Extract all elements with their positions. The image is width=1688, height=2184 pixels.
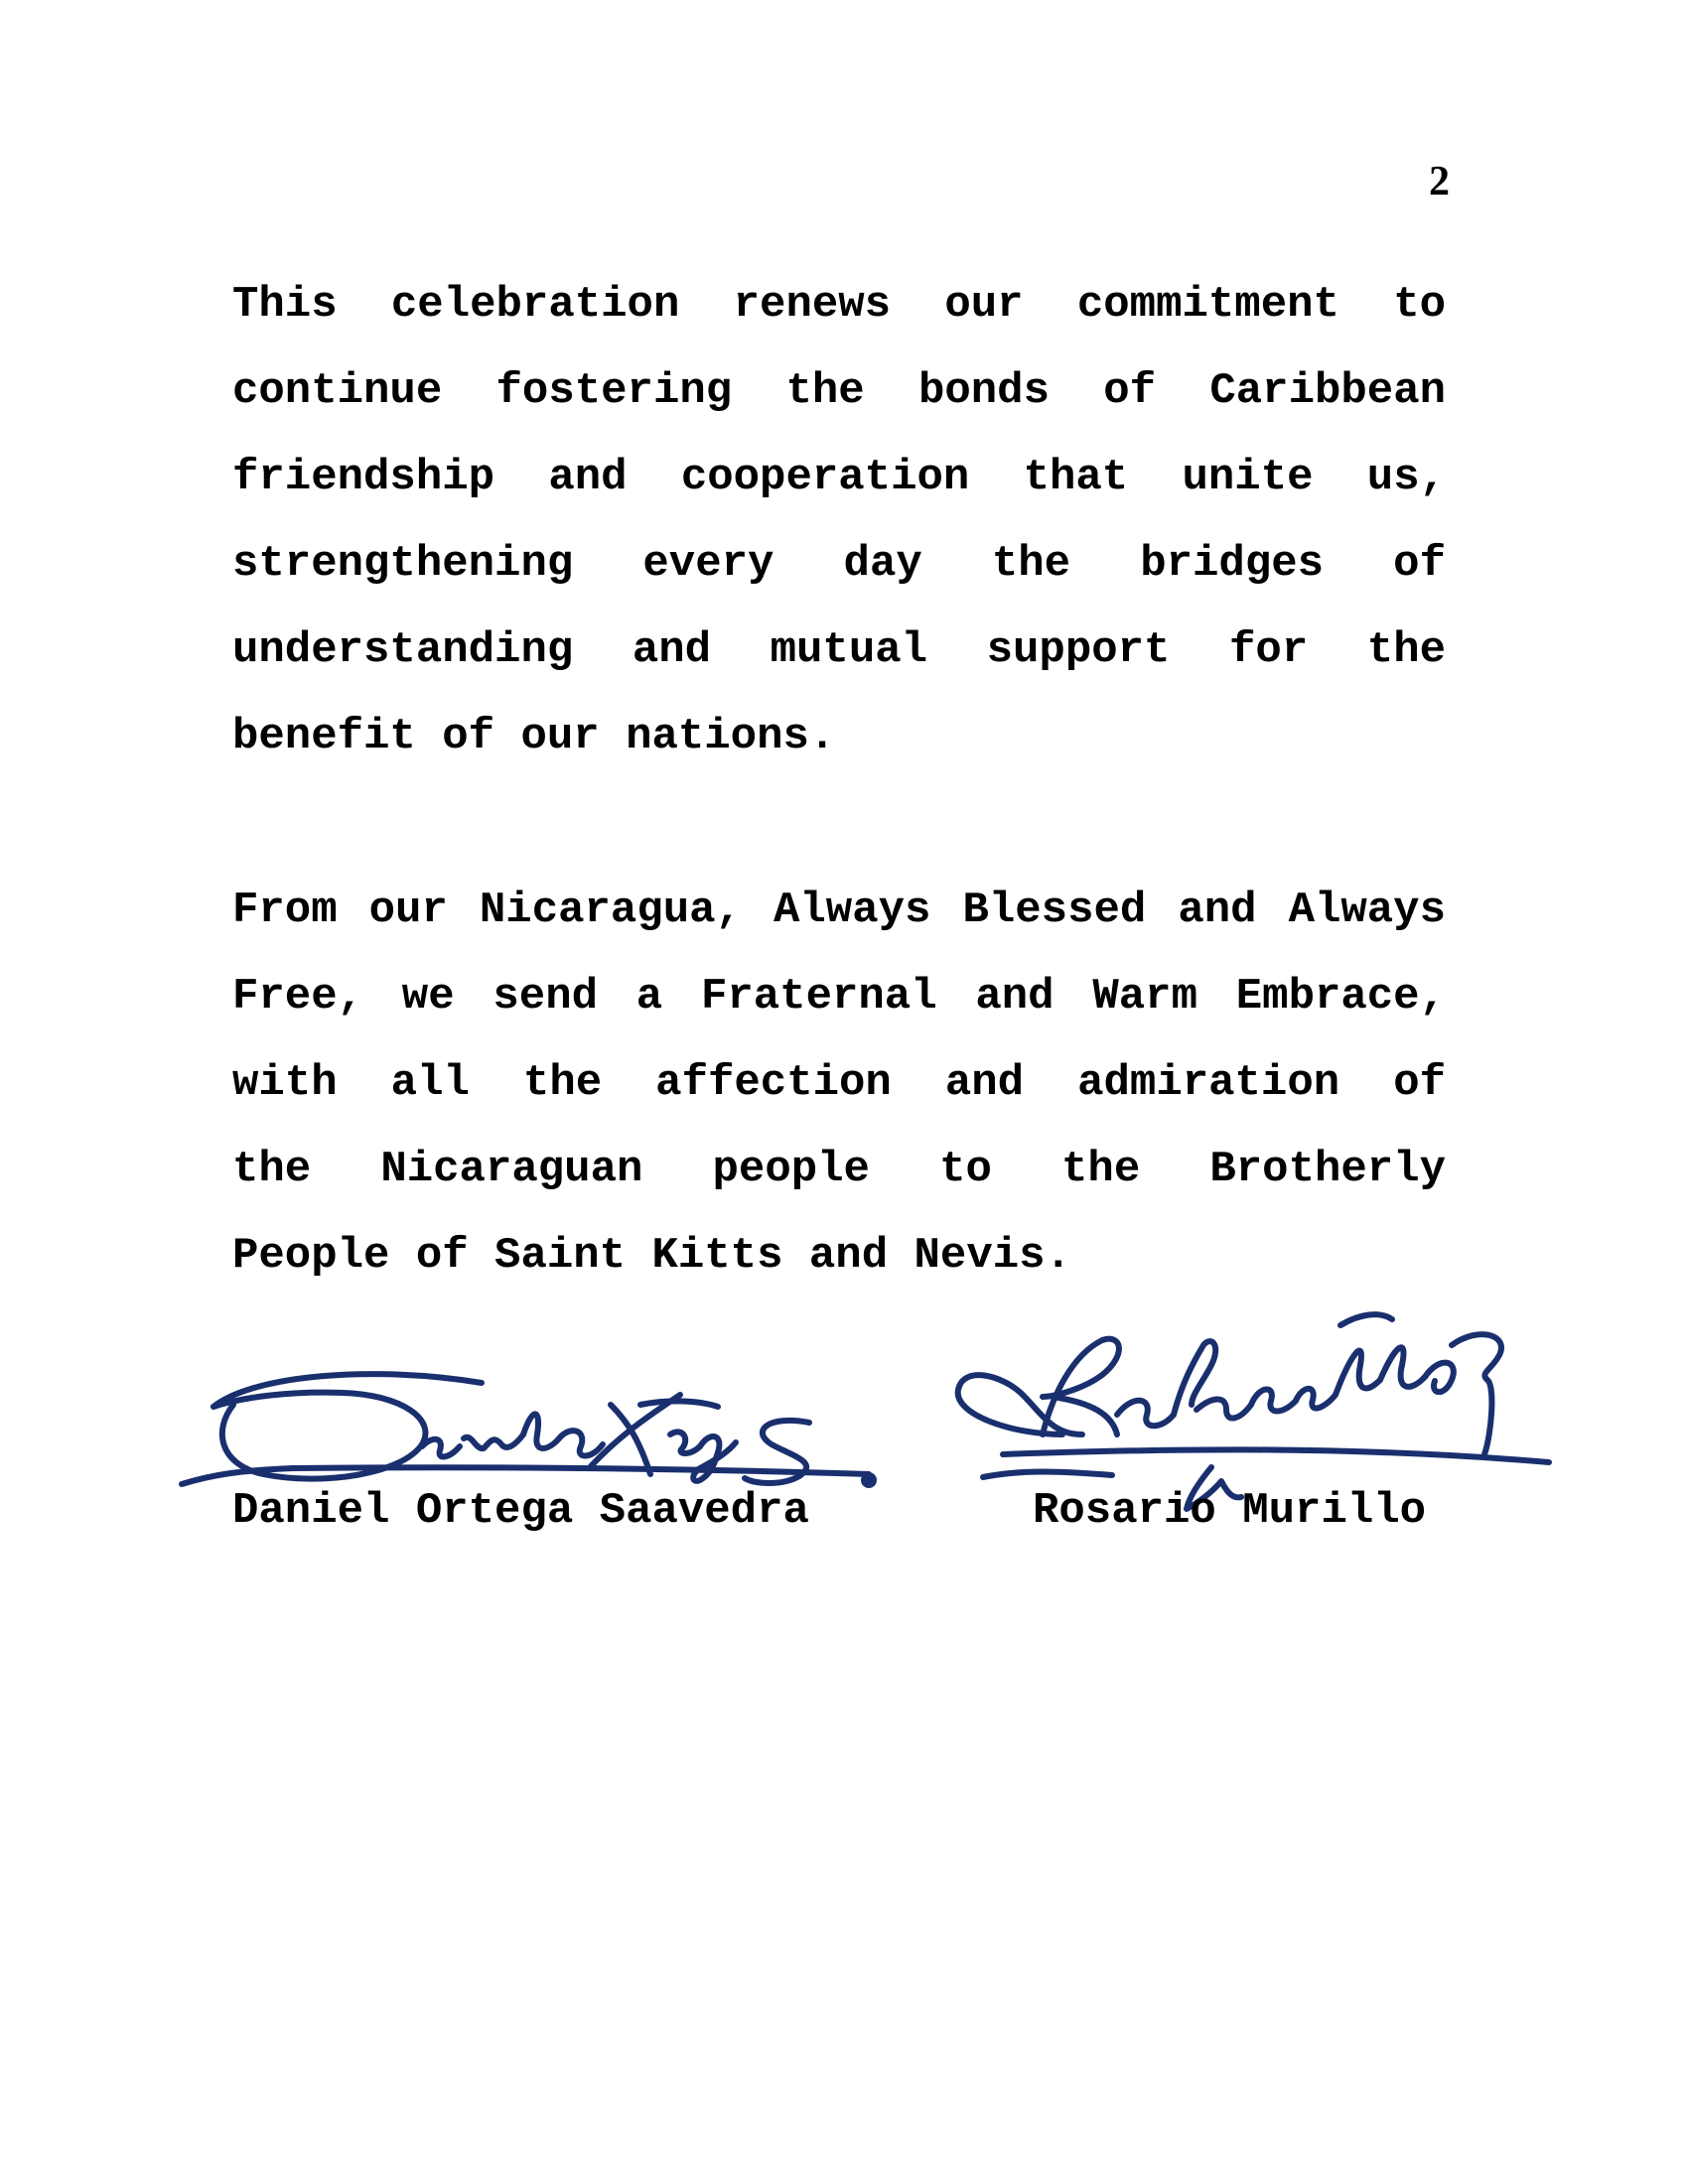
signature-daniel-ortega <box>174 1335 909 1504</box>
page-number: 2 <box>1429 159 1450 205</box>
signatory-name-rosario-murillo: Rosario Murillo <box>1033 1486 1427 1536</box>
signatory-name-daniel-ortega-saavedra: Daniel Ortega Saavedra <box>232 1486 809 1536</box>
paragraph-line: Free, we send a Fraternal and Warm Embrace, <box>232 972 1446 1022</box>
paragraph-embrace <box>232 868 1446 1299</box>
paragraph-line: strengthening every day the bridges of <box>232 539 1446 589</box>
paragraph-line: People of Saint Kitts and Nevis. <box>232 1231 1071 1281</box>
paragraph-line: continue fostering the bonds of Caribbean <box>232 366 1446 416</box>
paragraph-line: From our Nicaragua, Always Blessed and Always <box>232 886 1446 935</box>
paragraph-celebration <box>232 262 1446 780</box>
paragraph-line: the Nicaraguan people to the Brotherly <box>232 1145 1446 1194</box>
paragraph-line: This celebration renews our commitment to <box>232 280 1446 330</box>
paragraph-line: understanding and mutual support for the <box>232 625 1446 675</box>
paragraph-line: friendship and cooperation that unite us, <box>232 453 1446 502</box>
paragraph-line: benefit of our nations. <box>232 712 836 761</box>
paragraph-line: with all the affection and admiration of <box>232 1058 1446 1108</box>
